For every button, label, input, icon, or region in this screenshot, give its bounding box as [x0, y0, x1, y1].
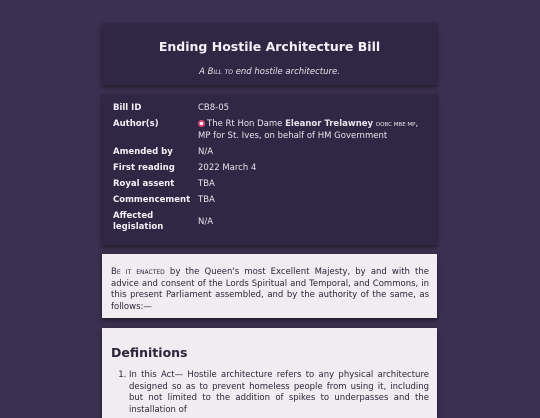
- info-value: 2022 March 4: [198, 163, 257, 173]
- info-label: First reading: [113, 163, 175, 173]
- info-label: Author(s): [113, 119, 159, 129]
- info-value: TBA: [198, 195, 215, 205]
- list-item: 1. In this Act— Hostile architecture refers to any physical architecture designed so as to prevent homeless people from using it, including but not limited to the addition of spikes to underpasses and the installation of: [129, 370, 429, 416]
- subtitle-rest: end hostile architecture.: [235, 67, 340, 77]
- author-name[interactable]: Eleanor Trelawney: [285, 119, 374, 129]
- author-postnominals: OOBC MBE MP: [375, 122, 416, 128]
- info-row-bill-id: [113, 103, 431, 119]
- enacting-text: by the Queen's most Excellent Majesty, by and with the advice and consent of the Lords Spiritual and Temporal, and Commons, in this present Parliament assembled, and by the authority of the same, as follows:—: [111, 267, 429, 312]
- enacting-formula: [111, 267, 429, 313]
- info-value: N/A: [198, 216, 214, 227]
- enacting-lead: Be it enacted: [111, 267, 165, 277]
- author-prefix: The Rt Hon Dame: [207, 119, 283, 129]
- author-suffix: , MP for St. Ives, on behalf of HM Government: [198, 119, 419, 141]
- subtitle-to-word: to: [224, 67, 233, 77]
- info-value: N/A: [198, 147, 214, 157]
- info-label: Royal assent: [113, 179, 175, 189]
- info-label: Commencement: [113, 195, 191, 205]
- info-label: Affected legislation: [113, 211, 164, 232]
- info-value-authors: [198, 119, 431, 147]
- bill-subtitle: [102, 67, 437, 77]
- definitions-heading: Definitions: [111, 345, 188, 360]
- subtitle-lead: A: [199, 67, 205, 77]
- info-value: TBA: [198, 179, 215, 189]
- info-row-authors: [113, 119, 431, 147]
- bill-info-card: [102, 94, 437, 245]
- subtitle-bill-word: Bill: [207, 67, 222, 77]
- bill-title: Ending Hostile Architecture Bill: [158, 39, 381, 54]
- info-label: Amended by: [113, 147, 173, 157]
- info-label: Bill ID: [113, 103, 142, 113]
- info-row-first-reading: [113, 163, 431, 179]
- info-row-royal-assent: [113, 179, 431, 195]
- definitions-list: [111, 370, 429, 416]
- bill-title-card: [102, 23, 437, 85]
- enacting-formula-card: [102, 254, 437, 318]
- bill-info-table: [113, 103, 431, 233]
- info-row-amended: [113, 147, 431, 163]
- info-row-affected: [113, 211, 431, 233]
- info-value: CB8-05: [198, 103, 230, 113]
- info-row-commencement: [113, 195, 431, 211]
- crown-badge-icon: [198, 120, 205, 127]
